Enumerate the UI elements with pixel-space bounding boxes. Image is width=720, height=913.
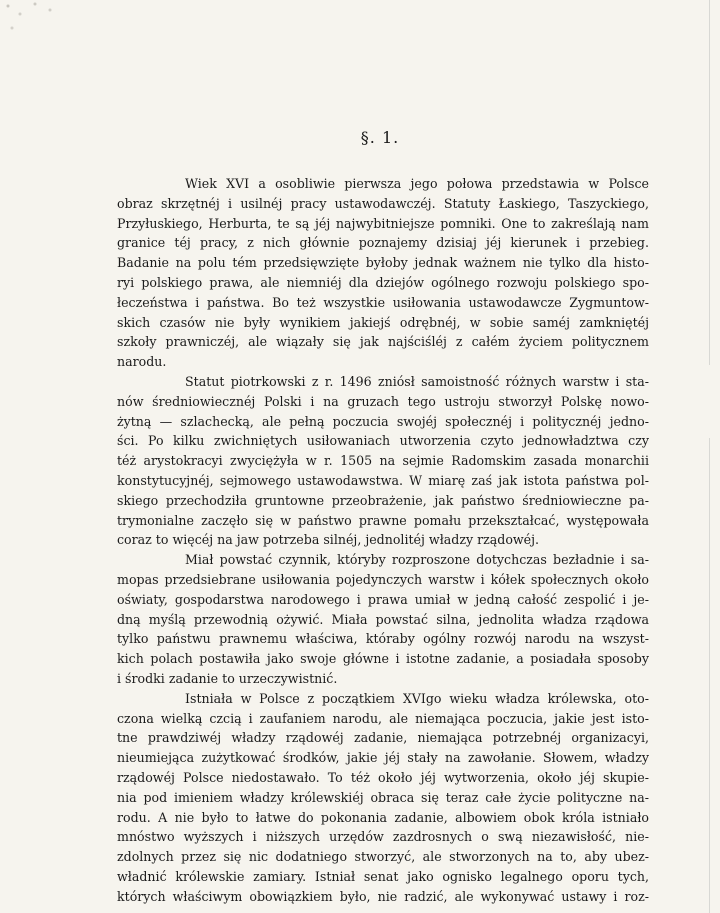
text-line: mnóstwo wyższych i niższych urzędów zazdrosnych o swą niezawisłość, nie- [117, 829, 649, 845]
text-line: łeczeństwa i państwa. Bo też wszystkie usiłowania ustawodawcze Zygmuntow- [117, 294, 649, 310]
text-line: mopas przedsiebrane usiłowania pojedynczych warstw i kółek społecznych około [117, 571, 649, 587]
text-line: zdolnych przez się nic dodatniego stworzyć, ale stworzonych na to, aby ubez- [117, 849, 649, 865]
text-line: rodu. A nie było to łatwe do pokonania zadanie, albowiem obok króla istniało [117, 809, 649, 825]
text-line: władnić królewskie zamiary. Istniał senat jako ognisko legalnego oporu tych, [117, 868, 649, 884]
text-line: nów średniowiecznéj Polski i na gruzach tego ustroju stworzył Polskę nowo- [117, 393, 649, 409]
text-line: czona wielką czcią i zaufaniem narodu, ale niemająca poczucia, jakie jest isto- [117, 710, 649, 726]
text-line: ści. Po kilku zwichniętych usiłowaniach utworzenia czyto jednowładztwa czy [117, 433, 649, 449]
text-line: żytną — szlachecką, ale pełną poczucia swojéj społecznéj i politycznéj jedno- [117, 413, 649, 429]
text-line: Badanie na polu tém przedsięwzięte byłoby jednak ważnem nie tylko dla histo- [117, 255, 649, 271]
text-line: i środki zadanie to urzeczywistnić. [117, 670, 338, 686]
text-line: których właściwym obowiązkiem było, nie radzić, ale wykonywać ustawy i roz- [117, 888, 649, 904]
text-line: szkoły prawniczéj, ale wiązały się jak najściśléj z całém życiem politycznem [117, 334, 649, 350]
text-line: téż arystokracyi zwyciężyła w r. 1505 na sejmie Radomskim zasada monarchii [117, 453, 649, 469]
text-line: kich polach postawiła jako swoje główne i istotne zadanie, a posiadała sposoby [117, 651, 649, 667]
text-line: narodu. [117, 354, 167, 370]
text-line: obraz skrzętnéj i usilnéj pracy ustawodawczéj. Statuty Łaskiego, Taszyckiego, [117, 195, 649, 211]
text-line: nia pod imieniem władzy królewskiéj obraca się teraz całe życie polityczne na- [117, 789, 649, 805]
paragraph [117, 550, 649, 689]
text-line: granice téj pracy, z nich głównie poznajemy dzisiaj jéj kierunek i przebieg. [117, 235, 649, 251]
section-heading: §. 1. [360, 128, 400, 147]
text-line: nieumiejąca zużytkować środków, jakie jéj stały na zawołanie. Słowem, władzy [117, 750, 649, 766]
text-line: coraz to więcéj na jaw potrzeba silnéj, jednolitéj władzy rządowéj. [117, 532, 540, 548]
body-text [117, 174, 649, 906]
text-line: tne prawdziwéj władzy rządowéj zadanie, niemająca potrzebnéj organizacyi, [117, 730, 649, 746]
text-line: Wiek XVI a osobliwie pierwsza jego połowa przedstawia w Polsce [185, 176, 649, 191]
text-line: skiego przechodziła gruntowne przeobrażenie, jak państwo średniowieczne pa- [117, 492, 649, 508]
text-line: tylko państwu prawnemu właściwa, którаby ogólny rozwój narodu na wszyst- [117, 631, 649, 647]
text-line: ryi polskiego prawa, ale niemniéj dla dziejów ogólnego rozwoju polskiego spo- [117, 274, 649, 290]
text-line: dną myślą przewodnią ożywić. Miała powstać silna, jednolita władza rządowa [117, 611, 649, 627]
paragraph [117, 372, 649, 550]
paragraph [117, 174, 649, 372]
text-line: Istniała w Polsce z początkiem XVIgo wieku władza królewska, oto- [185, 690, 649, 706]
text-line: konstytucyjnéj, sejmowego ustawodawstwa. W miarę zaś jak istota państwa pol- [117, 472, 649, 488]
text-line: oświaty, gospodarstwa narodowego i prawa umiał w jedną całość zespolić i je- [117, 591, 649, 607]
text-line: Statut piotrkowski z r. 1496 zniósł samoistność różnych warstw i sta- [185, 373, 649, 389]
text-line: Przyłuskiego, Herburta, te są jéj najwybitniejsze pomniki. One to zakreślają nam [117, 215, 649, 231]
scan-artifact [0, 0, 70, 60]
paragraph [117, 689, 649, 907]
text-line: skich czasów nie były wynikiem jakiejś odrębnéj, w sobie saméj zamkniętéj [117, 314, 649, 330]
text-line: rządowéj Polsce niedostawało. To téż około jéj wytworzenia, około jéj skupie- [117, 769, 649, 785]
text-line: trymonialne zaczęło się w państwo prawne pomału przekształcać, występowała [117, 512, 649, 528]
text-line: Miał powstać czynnik, któryby rozproszone dotychczas bezładnie i sa- [185, 552, 649, 568]
